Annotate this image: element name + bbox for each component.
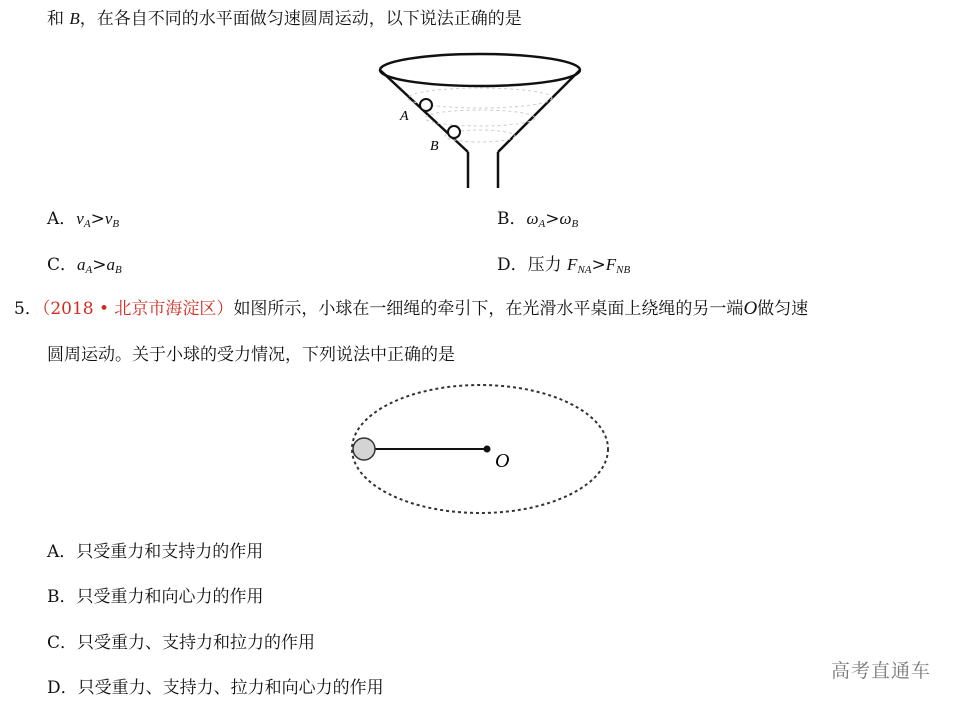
- q4-option-d[interactable]: D．压力 $F_{NA}>F_{NB}$: [497, 255, 631, 276]
- funnel-figure: [370, 40, 595, 195]
- q5-option-b[interactable]: B．只受重力和向心力的作用: [47, 587, 264, 607]
- label-a: A: [400, 109, 409, 124]
- q5-source: （2018 • 北京市海淀区）: [41, 299, 234, 319]
- q4-option-a[interactable]: A．$v_A>v_B$: [47, 209, 120, 230]
- label-o: O: [495, 450, 510, 472]
- q5-stem-line2: 圆周运动。关于小球的受力情况，下列说法中正确的是: [47, 345, 455, 365]
- q5-option-a[interactable]: A．只受重力和支持力的作用: [47, 542, 264, 562]
- q4-option-b[interactable]: B．$\omega_A>\omega_B$: [497, 209, 579, 230]
- q5-stem-line1: 5．（2018 • 北京市海淀区）如图所示，小球在一细绳的牵引下，在光滑水平桌面上绕绳的另一端O做匀速: [14, 298, 809, 319]
- circle-figure: [345, 382, 615, 522]
- q5-option-c[interactable]: C．只受重力、支持力和拉力的作用: [47, 633, 316, 653]
- ball: [353, 438, 375, 460]
- ball-b: [448, 126, 460, 138]
- label-b: B: [430, 139, 439, 154]
- ball-a: [420, 99, 432, 111]
- center-point: [484, 446, 491, 453]
- q5-option-d[interactable]: D．只受重力、支持力、拉力和向心力的作用: [47, 678, 384, 698]
- watermark: 高考直通车: [830, 660, 931, 682]
- q4-stem: 和 B，在各自不同的水平面做匀速圆周运动，以下说法正确的是: [47, 9, 522, 29]
- q4-option-c[interactable]: C．$a_A>a_B$: [47, 255, 122, 276]
